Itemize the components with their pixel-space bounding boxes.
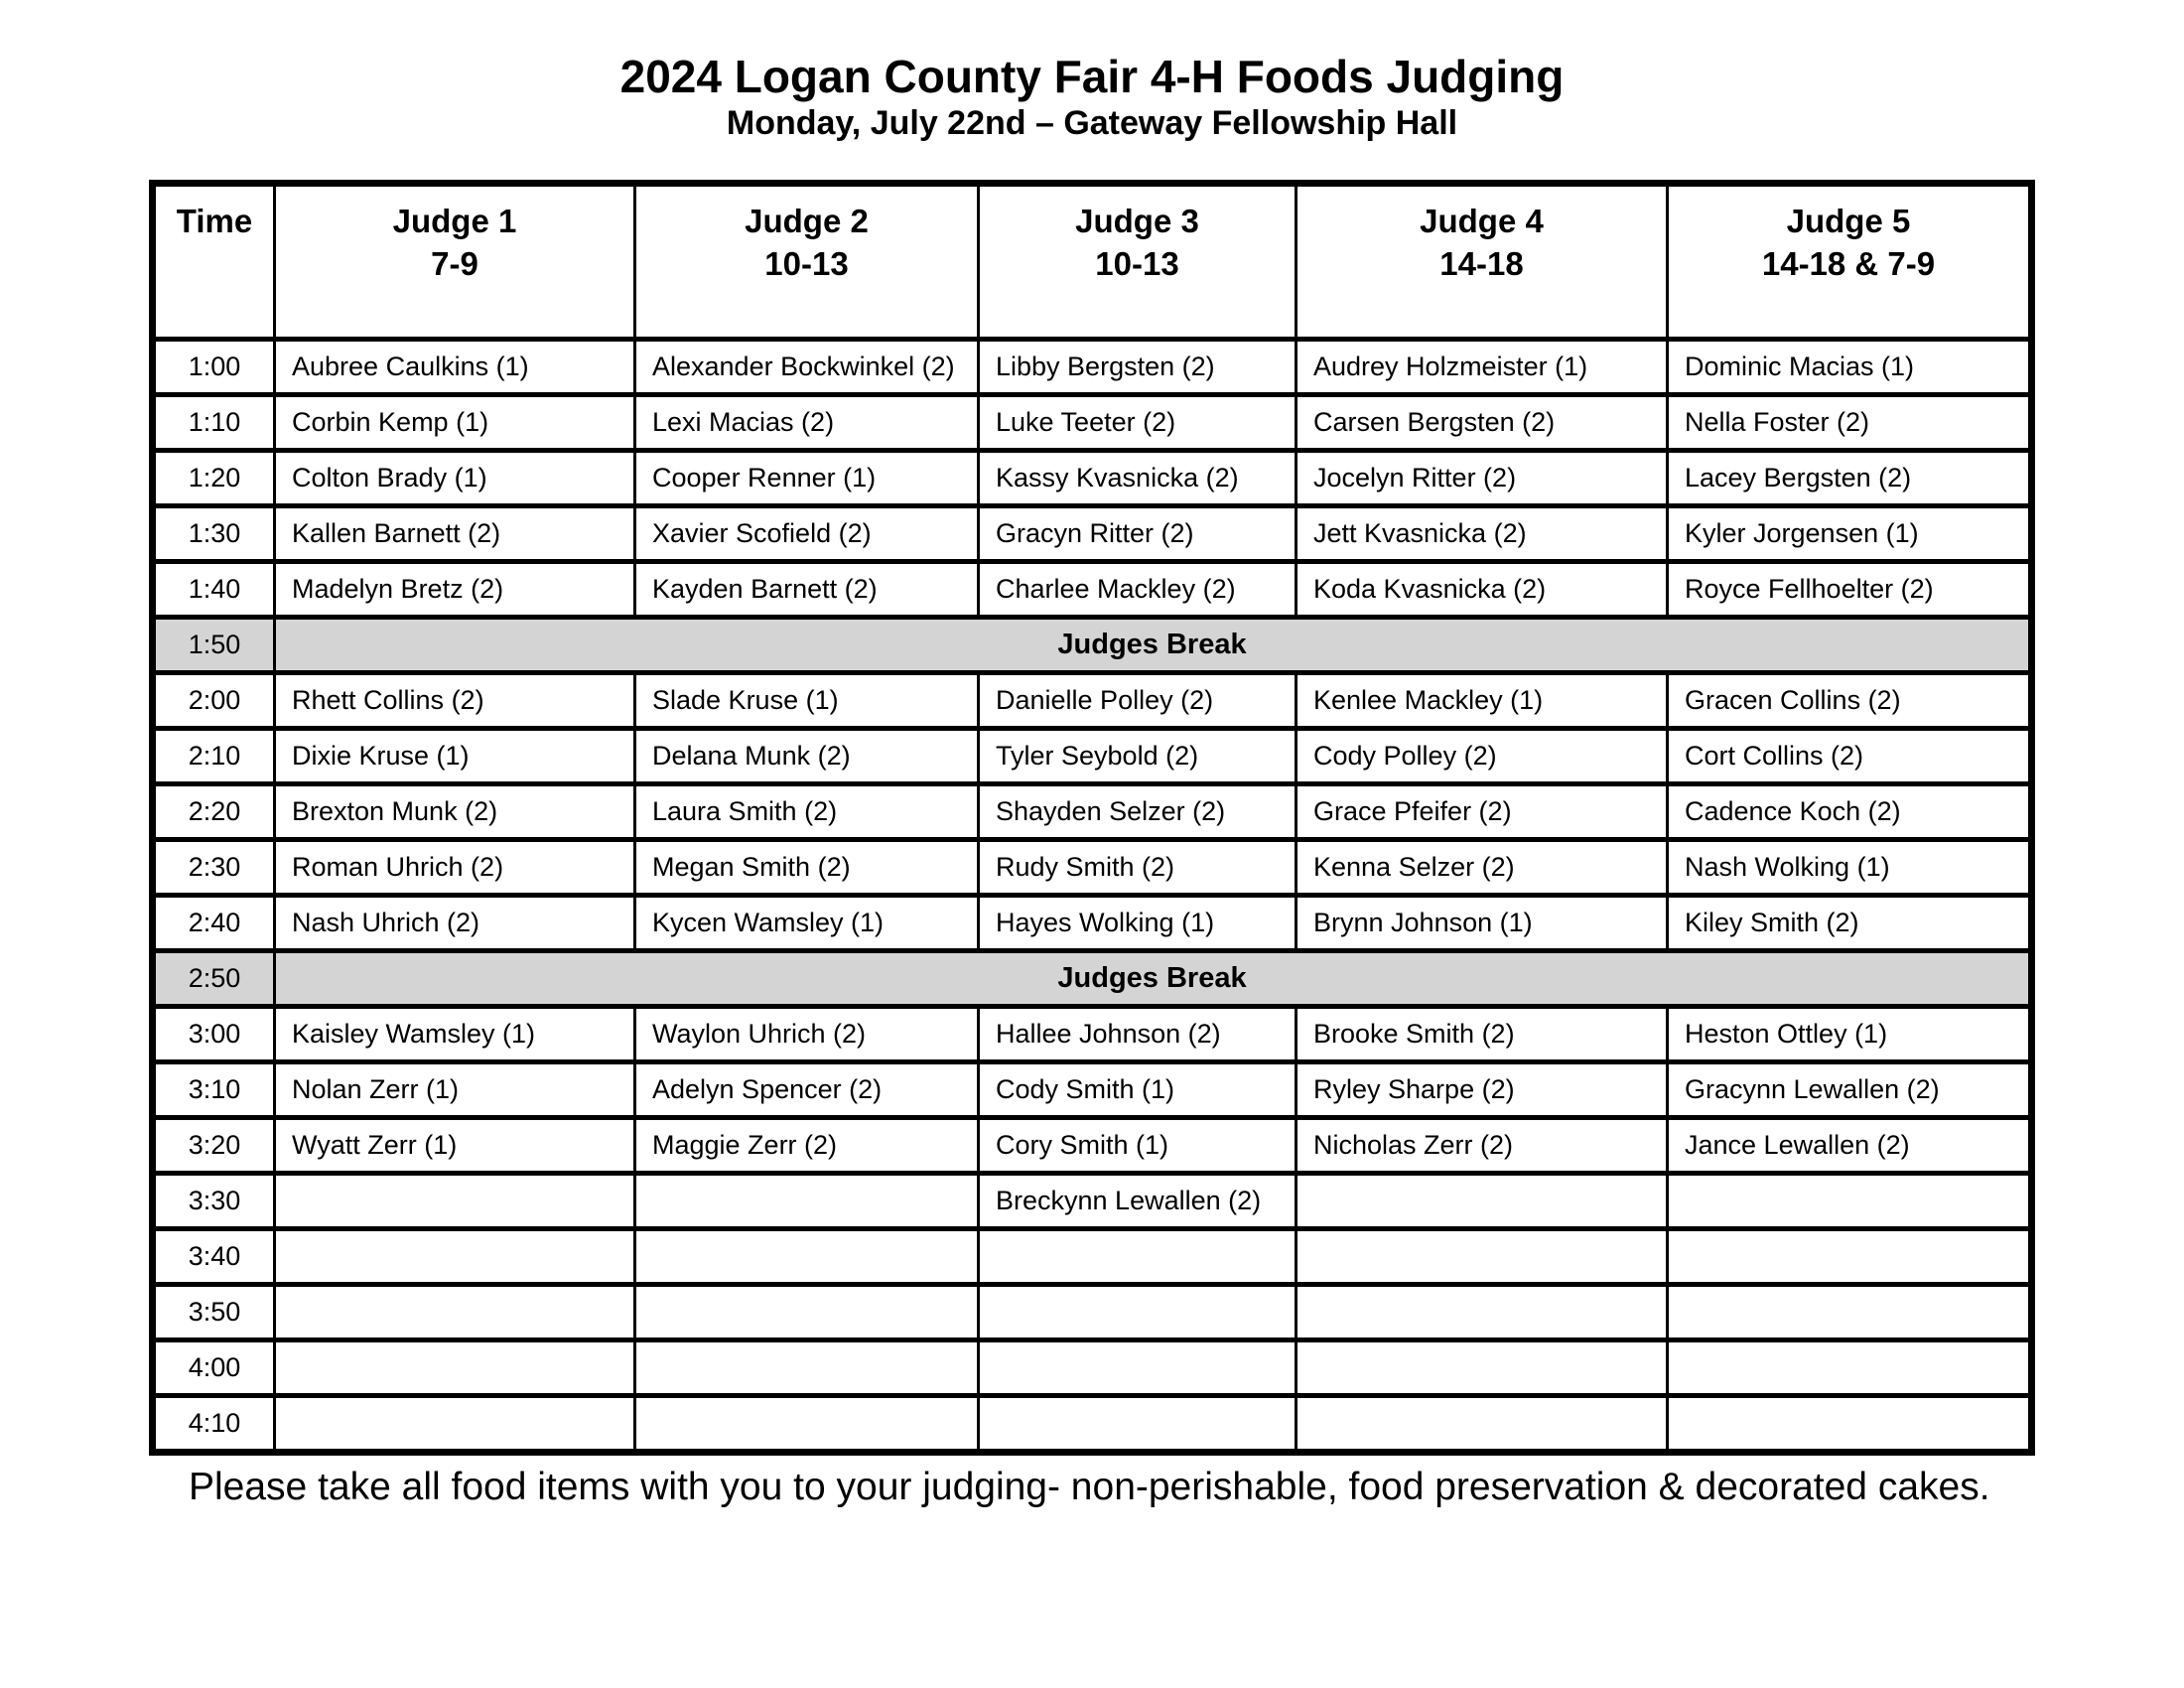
schedule-cell: Kenlee Mackley (1) bbox=[1297, 673, 1668, 729]
schedule-cell bbox=[1297, 1229, 1668, 1285]
table-row bbox=[153, 1174, 2032, 1229]
time-cell: 2:00 bbox=[153, 673, 275, 729]
column-header-age-range: 10-13 bbox=[764, 244, 849, 282]
schedule-cell bbox=[1668, 1174, 2032, 1229]
schedule-cell: Brooke Smith (2) bbox=[1297, 1007, 1668, 1062]
page-title: 2024 Logan County Fair 4-H Foods Judging bbox=[619, 51, 1565, 102]
schedule-cell: Rudy Smith (2) bbox=[979, 840, 1297, 896]
table-row bbox=[153, 340, 2032, 395]
time-cell: 3:00 bbox=[153, 1007, 275, 1062]
schedule-cell: Hallee Johnson (2) bbox=[979, 1007, 1297, 1062]
time-cell: 1:40 bbox=[153, 562, 275, 618]
schedule-cell: Luke Teeter (2) bbox=[979, 395, 1297, 451]
time-cell: 4:00 bbox=[153, 1340, 275, 1396]
schedule-cell bbox=[1668, 1229, 2032, 1285]
schedule-cell: Cooper Renner (1) bbox=[635, 451, 979, 506]
column-header-judge-2 bbox=[635, 184, 979, 340]
schedule-cell: Dominic Macias (1) bbox=[1668, 340, 2032, 395]
table-row bbox=[153, 506, 2032, 562]
schedule-cell: Rhett Collins (2) bbox=[275, 673, 635, 729]
break-row bbox=[153, 618, 2032, 673]
schedule-cell: Kallen Barnett (2) bbox=[275, 506, 635, 562]
schedule-cell: Kaisley Wamsley (1) bbox=[275, 1007, 635, 1062]
column-header-judge-3 bbox=[979, 184, 1297, 340]
schedule-cell: Kycen Wamsley (1) bbox=[635, 896, 979, 951]
schedule-cell bbox=[635, 1340, 979, 1396]
schedule-cell: Cory Smith (1) bbox=[979, 1118, 1297, 1174]
schedule-cell: Dixie Kruse (1) bbox=[275, 729, 635, 784]
schedule-cell: Charlee Mackley (2) bbox=[979, 562, 1297, 618]
column-header-age-range: 7-9 bbox=[431, 244, 478, 282]
schedule-cell: Royce Fellhoelter (2) bbox=[1668, 562, 2032, 618]
schedule-cell bbox=[275, 1285, 635, 1340]
table-row bbox=[153, 673, 2032, 729]
column-header-label: Judge 1 bbox=[392, 203, 517, 240]
schedule-cell bbox=[275, 1396, 635, 1453]
time-cell: 3:20 bbox=[153, 1118, 275, 1174]
schedule-cell: Shayden Selzer (2) bbox=[979, 784, 1297, 840]
schedule-cell bbox=[979, 1340, 1297, 1396]
schedule-cell bbox=[1668, 1285, 2032, 1340]
schedule-cell: Koda Kvasnicka (2) bbox=[1297, 562, 1668, 618]
table-row bbox=[153, 1396, 2032, 1453]
schedule-cell: Lacey Bergsten (2) bbox=[1668, 451, 2032, 506]
time-cell: 3:40 bbox=[153, 1229, 275, 1285]
time-cell: 2:20 bbox=[153, 784, 275, 840]
column-header-judge-4 bbox=[1297, 184, 1668, 340]
time-cell: 3:10 bbox=[153, 1062, 275, 1118]
column-header-time bbox=[153, 184, 275, 340]
column-header-age-range: 10-13 bbox=[1095, 244, 1179, 282]
schedule-cell bbox=[979, 1285, 1297, 1340]
page-subtitle: Monday, July 22nd – Gateway Fellowship Hall bbox=[726, 103, 1458, 142]
table-row bbox=[153, 1007, 2032, 1062]
schedule-cell: Nicholas Zerr (2) bbox=[1297, 1118, 1668, 1174]
column-header-judge-5 bbox=[1668, 184, 2032, 340]
table-row bbox=[153, 729, 2032, 784]
schedule-cell bbox=[1668, 1340, 2032, 1396]
schedule-cell: Audrey Holzmeister (1) bbox=[1297, 340, 1668, 395]
schedule-cell: Cody Smith (1) bbox=[979, 1062, 1297, 1118]
schedule-cell: Tyler Seybold (2) bbox=[979, 729, 1297, 784]
schedule-cell: Colton Brady (1) bbox=[275, 451, 635, 506]
schedule-cell: Carsen Bergsten (2) bbox=[1297, 395, 1668, 451]
schedule-cell: Cody Polley (2) bbox=[1297, 729, 1668, 784]
column-header-age-range: 14-18 bbox=[1439, 244, 1524, 282]
column-header-label: Time bbox=[176, 203, 253, 240]
schedule-cell bbox=[1297, 1174, 1668, 1229]
schedule-cell: Madelyn Bretz (2) bbox=[275, 562, 635, 618]
schedule-cell bbox=[275, 1174, 635, 1229]
schedule-cell: Roman Uhrich (2) bbox=[275, 840, 635, 896]
judges-break-cell: Judges Break bbox=[275, 951, 2032, 1007]
column-header-age-range: 14-18 & 7-9 bbox=[1761, 244, 1936, 282]
schedule-cell bbox=[1668, 1396, 2032, 1453]
table-row bbox=[153, 562, 2032, 618]
schedule-cell: Danielle Polley (2) bbox=[979, 673, 1297, 729]
schedule-cell: Xavier Scofield (2) bbox=[635, 506, 979, 562]
schedule-cell: Megan Smith (2) bbox=[635, 840, 979, 896]
schedule-cell: Gracynn Lewallen (2) bbox=[1668, 1062, 2032, 1118]
schedule-cell: Gracyn Ritter (2) bbox=[979, 506, 1297, 562]
schedule-cell bbox=[635, 1229, 979, 1285]
table-row bbox=[153, 1118, 2032, 1174]
table-row bbox=[153, 1229, 2032, 1285]
table-row bbox=[153, 784, 2032, 840]
time-cell: 3:50 bbox=[153, 1285, 275, 1340]
schedule-cell: Jance Lewallen (2) bbox=[1668, 1118, 2032, 1174]
schedule-cell: Breckynn Lewallen (2) bbox=[979, 1174, 1297, 1229]
time-cell: 2:10 bbox=[153, 729, 275, 784]
schedule-cell: Brexton Munk (2) bbox=[275, 784, 635, 840]
time-cell: 1:20 bbox=[153, 451, 275, 506]
schedule-cell: Nash Uhrich (2) bbox=[275, 896, 635, 951]
schedule-cell: Aubree Caulkins (1) bbox=[275, 340, 635, 395]
table-row bbox=[153, 896, 2032, 951]
schedule-cell: Lexi Macias (2) bbox=[635, 395, 979, 451]
table-row bbox=[153, 395, 2032, 451]
column-header-label: Judge 5 bbox=[1786, 203, 1911, 240]
schedule-cell bbox=[1297, 1285, 1668, 1340]
schedule-cell: Heston Ottley (1) bbox=[1668, 1007, 2032, 1062]
schedule-cell: Alexander Bockwinkel (2) bbox=[635, 340, 979, 395]
schedule-cell bbox=[635, 1285, 979, 1340]
schedule-cell: Corbin Kemp (1) bbox=[275, 395, 635, 451]
time-cell: 1:10 bbox=[153, 395, 275, 451]
schedule-cell: Nash Wolking (1) bbox=[1668, 840, 2032, 896]
table-row bbox=[153, 1285, 2032, 1340]
time-cell: 2:30 bbox=[153, 840, 275, 896]
schedule-cell: Hayes Wolking (1) bbox=[979, 896, 1297, 951]
schedule-cell bbox=[275, 1340, 635, 1396]
schedule-cell bbox=[1297, 1340, 1668, 1396]
schedule-cell: Kayden Barnett (2) bbox=[635, 562, 979, 618]
time-cell: 2:40 bbox=[153, 896, 275, 951]
schedule-cell: Laura Smith (2) bbox=[635, 784, 979, 840]
schedule-cell: Kassy Kvasnicka (2) bbox=[979, 451, 1297, 506]
schedule-cell bbox=[1297, 1396, 1668, 1453]
break-row bbox=[153, 951, 2032, 1007]
column-header-label: Judge 4 bbox=[1420, 203, 1544, 240]
time-cell: 1:30 bbox=[153, 506, 275, 562]
schedule-cell bbox=[635, 1396, 979, 1453]
time-cell: 1:50 bbox=[153, 618, 275, 673]
column-header-judge-1 bbox=[275, 184, 635, 340]
schedule-cell: Maggie Zerr (2) bbox=[635, 1118, 979, 1174]
time-cell: 4:10 bbox=[153, 1396, 275, 1453]
schedule-cell bbox=[979, 1396, 1297, 1453]
schedule-cell: Kyler Jorgensen (1) bbox=[1668, 506, 2032, 562]
schedule-cell: Jocelyn Ritter (2) bbox=[1297, 451, 1668, 506]
schedule-cell: Adelyn Spencer (2) bbox=[635, 1062, 979, 1118]
schedule-cell: Nolan Zerr (1) bbox=[275, 1062, 635, 1118]
footer-note: Please take all food items with you to your judging- non-perishable, food preservation & decorated cakes. bbox=[189, 1466, 1990, 1509]
column-header-label: Judge 2 bbox=[745, 203, 869, 240]
judging-schedule-table bbox=[149, 180, 2035, 1456]
schedule-cell: Nella Foster (2) bbox=[1668, 395, 2032, 451]
schedule-cell: Slade Kruse (1) bbox=[635, 673, 979, 729]
schedule-cell: Jett Kvasnicka (2) bbox=[1297, 506, 1668, 562]
schedule-cell: Cort Collins (2) bbox=[1668, 729, 2032, 784]
schedule-cell bbox=[635, 1174, 979, 1229]
table-row bbox=[153, 1340, 2032, 1396]
schedule-cell: Delana Munk (2) bbox=[635, 729, 979, 784]
schedule-cell: Grace Pfeifer (2) bbox=[1297, 784, 1668, 840]
time-cell: 3:30 bbox=[153, 1174, 275, 1229]
column-header-label: Judge 3 bbox=[1075, 203, 1199, 240]
schedule-cell: Gracen Collins (2) bbox=[1668, 673, 2032, 729]
table-row bbox=[153, 451, 2032, 506]
schedule-cell: Kiley Smith (2) bbox=[1668, 896, 2032, 951]
table-row bbox=[153, 840, 2032, 896]
schedule-cell: Brynn Johnson (1) bbox=[1297, 896, 1668, 951]
schedule-cell bbox=[275, 1229, 635, 1285]
schedule-cell: Ryley Sharpe (2) bbox=[1297, 1062, 1668, 1118]
schedule-cell: Waylon Uhrich (2) bbox=[635, 1007, 979, 1062]
schedule-cell: Wyatt Zerr (1) bbox=[275, 1118, 635, 1174]
table-row bbox=[153, 1062, 2032, 1118]
time-cell: 2:50 bbox=[153, 951, 275, 1007]
schedule-cell bbox=[979, 1229, 1297, 1285]
schedule-cell: Cadence Koch (2) bbox=[1668, 784, 2032, 840]
judges-break-cell: Judges Break bbox=[275, 618, 2032, 673]
time-cell: 1:00 bbox=[153, 340, 275, 395]
schedule-cell: Libby Bergsten (2) bbox=[979, 340, 1297, 395]
schedule-cell: Kenna Selzer (2) bbox=[1297, 840, 1668, 896]
header-row bbox=[153, 184, 2032, 340]
